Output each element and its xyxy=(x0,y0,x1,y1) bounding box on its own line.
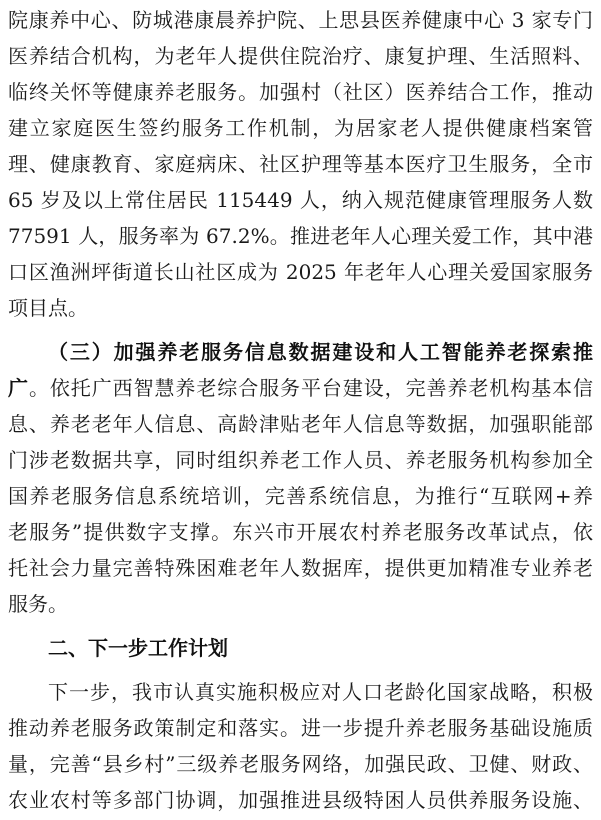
section-heading: 二、下一步工作计划 xyxy=(48,636,228,660)
paragraph-2-line-2 xyxy=(8,370,593,406)
paragraph-1-line-5: 理、健康教育、家庭病床、社区护理等基本医疗卫生服务，全市 xyxy=(8,152,593,176)
paragraph-1-line-9: 项目点。 xyxy=(8,296,88,320)
paragraph-3-line-1: 下一步，我市认真实施积极应对人口老龄化国家战略，积极 xyxy=(48,680,593,704)
paragraph-3-line-3: 量，完善“县乡村”三级养老服务网络，加强民政、卫健、财政、 xyxy=(8,752,593,776)
paragraph-1-line-6: 65 岁及以上常住居民 115449 人，纳入规范健康管理服务人数 xyxy=(8,188,593,212)
paragraph-1-line-3: 临终关怀等健康养老服务。加强村（社区）医养结合工作，推动 xyxy=(8,80,593,104)
paragraph-3-line-2: 推动养老服务政策制定和落实。进一步提升养老服务基础设施质 xyxy=(8,716,593,740)
paragraph-1-line-8: 口区渔洲坪街道长山社区成为 2025 年老年人心理关爱国家服务 xyxy=(8,260,593,284)
paragraph-2-line-7: 托社会力量完善特殊困难老年人数据库，提供更加精准专业养老 xyxy=(8,556,593,580)
paragraph-2-line-2-text: 。依托广西智慧养老综合服务平台建设，完善养老机构基本信 xyxy=(28,376,593,400)
paragraph-2-line-5: 国养老服务信息系统培训，完善系统信息，为推行“互联网+养 xyxy=(8,484,593,508)
paragraph-1-line-2: 医养结合机构，为老年人提供住院治疗、康复护理、生活照料、 xyxy=(8,44,593,68)
subsection-heading: （三）加强养老服务信息数据建设和人工智能养老探索推 xyxy=(48,340,593,364)
paragraph-1-line-4: 建立家庭医生签约服务工作机制，为居家老人提供健康档案管 xyxy=(8,116,593,140)
subsection-heading-tail: 广 xyxy=(8,376,29,400)
paragraph-2-line-6: 老服务”提供数字支撑。东兴市开展农村养老服务改革试点，依 xyxy=(8,520,593,544)
paragraph-1-line-1: 院康养中心、防城港康晨养护院、上思县医养健康中心 3 家专门 xyxy=(8,8,593,32)
paragraph-2-line-3: 息、养老老年人信息、高龄津贴老年人信息等数据，加强职能部 xyxy=(8,412,593,436)
paragraph-2-line-8: 服务。 xyxy=(8,592,68,616)
paragraph-2-line-4: 门涉老数据共享，同时组织养老工作人员、养老服务机构参加全 xyxy=(8,448,593,472)
paragraph-3-line-4: 农业农村等多部门协调，加强推进县级特困人员供养服务设施、 xyxy=(8,788,593,812)
paragraph-1-line-7: 77591 人，服务率为 67.2%。推进老年人心理关爱工作，其中港 xyxy=(8,224,593,248)
